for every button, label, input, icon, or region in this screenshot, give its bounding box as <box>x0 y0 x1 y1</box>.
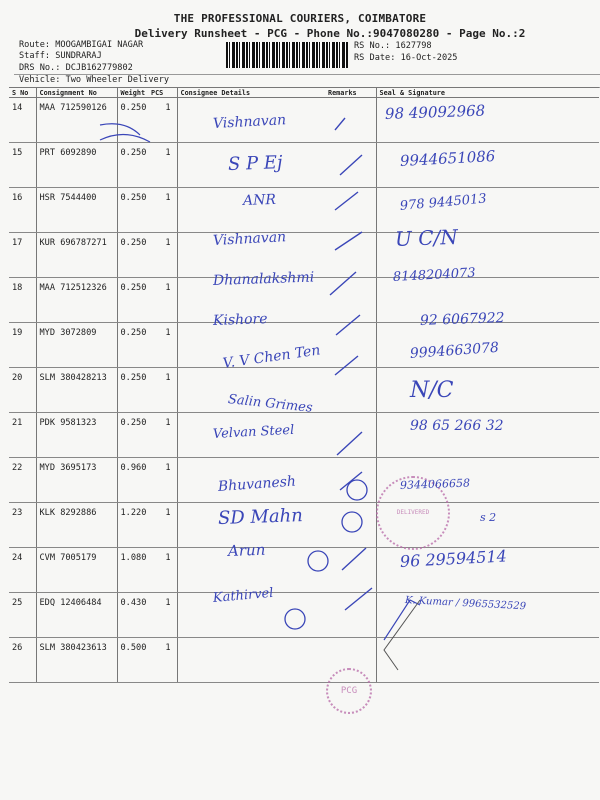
signature-handwriting: N/C <box>410 378 454 403</box>
row-consignment-no: PRT 6092890 <box>36 143 117 188</box>
header-sno: S No <box>9 88 36 98</box>
consignee-handwriting: Kishore <box>212 311 268 329</box>
signature-handwriting: 98 49092968 <box>384 101 486 123</box>
row-pcs: 1 <box>148 368 177 413</box>
consignee-handwriting: V. V Chen Ten <box>221 342 322 372</box>
row-consignment-no: KUR 696787271 <box>36 233 117 278</box>
consignee-handwriting: SD Mahn <box>217 505 304 529</box>
row-sno: 17 <box>9 233 36 278</box>
rs-no-label: RS No.: 1627798 <box>354 41 432 51</box>
row-sno: 20 <box>9 368 36 413</box>
row-pcs: 1 <box>148 638 177 683</box>
row-consignment-no: SLM 380423613 <box>36 638 117 683</box>
row-pcs: 1 <box>148 323 177 368</box>
row-weight: 0.500 <box>117 638 148 683</box>
signature-handwriting: 9944651086 <box>399 147 496 170</box>
row-sno: 26 <box>9 638 36 683</box>
row-weight: 0.250 <box>117 188 148 233</box>
signature-handwriting: 9344066658 <box>399 476 471 492</box>
signature-handwriting: s 2 <box>480 511 497 524</box>
row-pcs: 1 <box>148 458 177 503</box>
header-consignee: Consignee Details <box>177 88 325 98</box>
signature-handwriting: 92 6067922 <box>419 310 505 329</box>
header-signature: Seal & Signature <box>376 88 599 98</box>
route-label: Route: MOOGAMBIGAI NAGAR <box>19 40 144 50</box>
signature-handwriting: 98 65 266 32 <box>410 418 504 434</box>
consignee-handwriting: Bhuvanesh <box>217 473 297 495</box>
drs-label: DRS No.: DCJB162779802 <box>19 63 133 73</box>
row-sno: 21 <box>9 413 36 458</box>
signature-handwriting: K. Kumar / 9965532529 <box>404 595 527 613</box>
rs-date-label: RS Date: 16-Oct-2025 <box>354 53 458 63</box>
row-weight: 0.960 <box>117 458 148 503</box>
consignee-handwriting: Vishnavan <box>212 112 287 132</box>
row-consignment-no: MAA 712590126 <box>36 98 117 143</box>
consignee-handwriting: Vishnavan <box>212 229 287 249</box>
row-consignment-no: PDK 9581323 <box>36 413 117 458</box>
row-pcs: 1 <box>148 143 177 188</box>
consignee-handwriting: Salin Grimes <box>227 392 314 416</box>
runsheet-subtitle: Delivery Runsheet - PCG - Phone No.:9047080280 - Page No.:2 <box>134 27 526 40</box>
row-sno: 23 <box>9 503 36 548</box>
signature-handwriting: 978 9445013 <box>399 191 488 214</box>
row-weight: 0.250 <box>117 143 148 188</box>
staff-label: Staff: SUNDRARAJ <box>19 51 102 61</box>
consignee-handwriting: Arun <box>227 540 266 560</box>
vehicle-label: Vehicle: Two Wheeler Delivery <box>14 74 600 88</box>
signature-handwriting: 8148204073 <box>392 265 476 285</box>
header-pcs: PCS <box>148 88 177 98</box>
header-weight: Weight <box>117 88 148 98</box>
signature-handwriting: 9994663078 <box>409 339 500 362</box>
row-sno: 14 <box>9 98 36 143</box>
header-consignment: Consignment No <box>36 88 117 98</box>
row-pcs: 1 <box>148 188 177 233</box>
signature-handwriting: U C/N <box>394 224 459 251</box>
consignee-handwriting: ANR <box>242 191 277 209</box>
row-consignment-no: EDQ 12406484 <box>36 593 117 638</box>
row-weight: 0.250 <box>117 278 148 323</box>
consignee-handwriting: Dhanalakshmi <box>212 269 315 289</box>
row-sno: 25 <box>9 593 36 638</box>
row-weight: 1.080 <box>117 548 148 593</box>
row-pcs: 1 <box>148 548 177 593</box>
row-consignment-no: SLM 380428213 <box>36 368 117 413</box>
row-weight: 0.250 <box>117 323 148 368</box>
row-weight: 0.250 <box>117 368 148 413</box>
consignee-handwriting: S P Ej <box>227 152 283 175</box>
signature-handwriting: 96 29594514 <box>399 546 508 571</box>
row-pcs: 1 <box>148 98 177 143</box>
row-pcs: 1 <box>148 503 177 548</box>
company-title: THE PROFESSIONAL COURIERS, COIMBATORE <box>173 12 427 25</box>
row-sno: 24 <box>9 548 36 593</box>
row-consignment-no: HSR 7544400 <box>36 188 117 233</box>
pcg-seal-stamp: PCG <box>326 668 372 714</box>
row-consignment-no: MAA 712512326 <box>36 278 117 323</box>
header-remarks: Remarks <box>325 88 376 98</box>
row-sno: 19 <box>9 323 36 368</box>
consignee-handwriting: Kathirvel <box>212 585 275 606</box>
row-weight: 0.250 <box>117 413 148 458</box>
row-consignment-no: MYD 3072809 <box>36 323 117 368</box>
row-consignment-no: MYD 3695173 <box>36 458 117 503</box>
row-consignment-no: KLK 8292886 <box>36 503 117 548</box>
row-sno: 15 <box>9 143 36 188</box>
row-sno: 16 <box>9 188 36 233</box>
row-sno: 22 <box>9 458 36 503</box>
consignee-handwriting: Velvan Steel <box>212 422 295 442</box>
row-weight: 1.220 <box>117 503 148 548</box>
row-weight: 0.250 <box>117 233 148 278</box>
row-pcs: 1 <box>148 413 177 458</box>
row-consignment-no: CVM 7005179 <box>36 548 117 593</box>
row-pcs: 1 <box>148 593 177 638</box>
row-sno: 18 <box>9 278 36 323</box>
row-pcs: 1 <box>148 278 177 323</box>
row-weight: 0.430 <box>117 593 148 638</box>
row-pcs: 1 <box>148 233 177 278</box>
delivery-seal-stamp: DELIVERED <box>376 476 450 550</box>
row-weight: 0.250 <box>117 98 148 143</box>
